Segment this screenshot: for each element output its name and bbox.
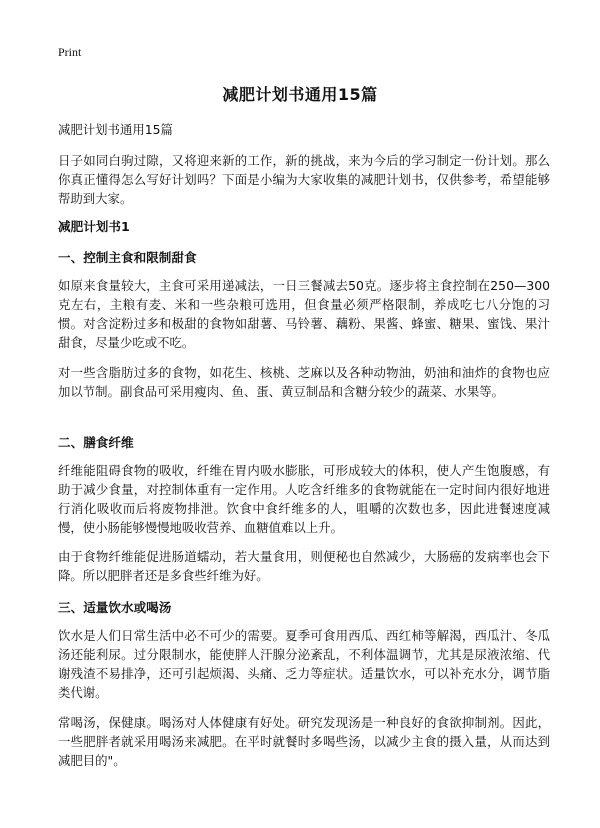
section-heading-3: 三、适量饮水或喝汤 xyxy=(58,600,172,615)
document-subtitle: 减肥计划书通用15篇 xyxy=(58,122,173,137)
section-heading-2: 二、膳食纤维 xyxy=(58,435,134,450)
print-label: Print xyxy=(58,45,82,59)
document-title: 减肥计划书通用15篇 xyxy=(222,85,378,104)
section-1-paragraph-1: 如原来食量较大，主食可采用递减法，一日三餐减去50克。逐步将主食控制在250—300克左右，主粮有麦、米和一些杂粮可选用，但食量必须严格限制，养成吃七八分饱的习惯。对含淀粉过多和极甜的食物如甜薯、马铃薯、藕粉、果酱、蜂蜜、糖果、蜜饯、果汁甜食，尽量少吃或不吃。 xyxy=(58,278,550,350)
section-2-paragraph-1: 纤维能阻碍食物的吸收，纤维在胃内吸水膨胀，可形成较大的体积，使人产生饱腹感，有助于减少食量，对控制体重有一定作用。人吃含纤维多的食物就能在一定时间内很好地进行消化吸收而后将废物排泄。饮食中食纤维多的人，咀嚼的次数也多，因此进餐速度减慢，使小肠能够慢慢地吸收营养、血糖值难以上升。 xyxy=(58,463,550,535)
section-3-paragraph-2: 常喝汤，保健康。喝汤对人体健康有好处。研究发现汤是一种良好的食欲抑制剂。因此，一些肥胖者就采用喝汤来减肥。在平时就餐时多喝些汤，以减少主食的摄入量，从而达到减肥目的"。 xyxy=(58,715,550,768)
section-3-paragraph-1: 饮水是人们日常生活中必不可少的需要。夏季可食用西瓜、西红柿等解渴，西瓜汁、冬瓜汤还能利尿。过分限制水，能使胖人汗腺分泌紊乱，不利体温调节，尤其是尿液浓缩、代谢残渣不易排净，还可引起烦渴、头痛、乏力等症状。适量饮水，可以补充水分，调节脂类代谢。 xyxy=(58,628,550,700)
section-2-paragraph-2: 由于食物纤维能促进肠道蠕动，若大量食用，则便秘也自然减少，大肠癌的发病率也会下降。所以肥胖者还是多食些纤维为好。 xyxy=(58,549,550,583)
plan-heading: 减肥计划书1 xyxy=(58,219,130,234)
section-heading-1: 一、控制主食和限制甜食 xyxy=(58,250,197,265)
intro-paragraph: 日子如同白驹过隙，又将迎来新的工作，新的挑战，来为今后的学习制定一份计划。那么你真正懂得怎么写好计划吗？下面是小编为大家收集的减肥计划书，仅供参考，希望能够帮助到大家。 xyxy=(58,153,550,206)
section-1-paragraph-2: 对一些含脂肪过多的食物，如花生、核桃、芝麻以及各种动物油，奶油和油炸的食物也应加以节制。副食品可采用瘦肉、鱼、蛋、黄豆制品和含糖分较少的蔬菜、水果等。 xyxy=(58,365,550,399)
